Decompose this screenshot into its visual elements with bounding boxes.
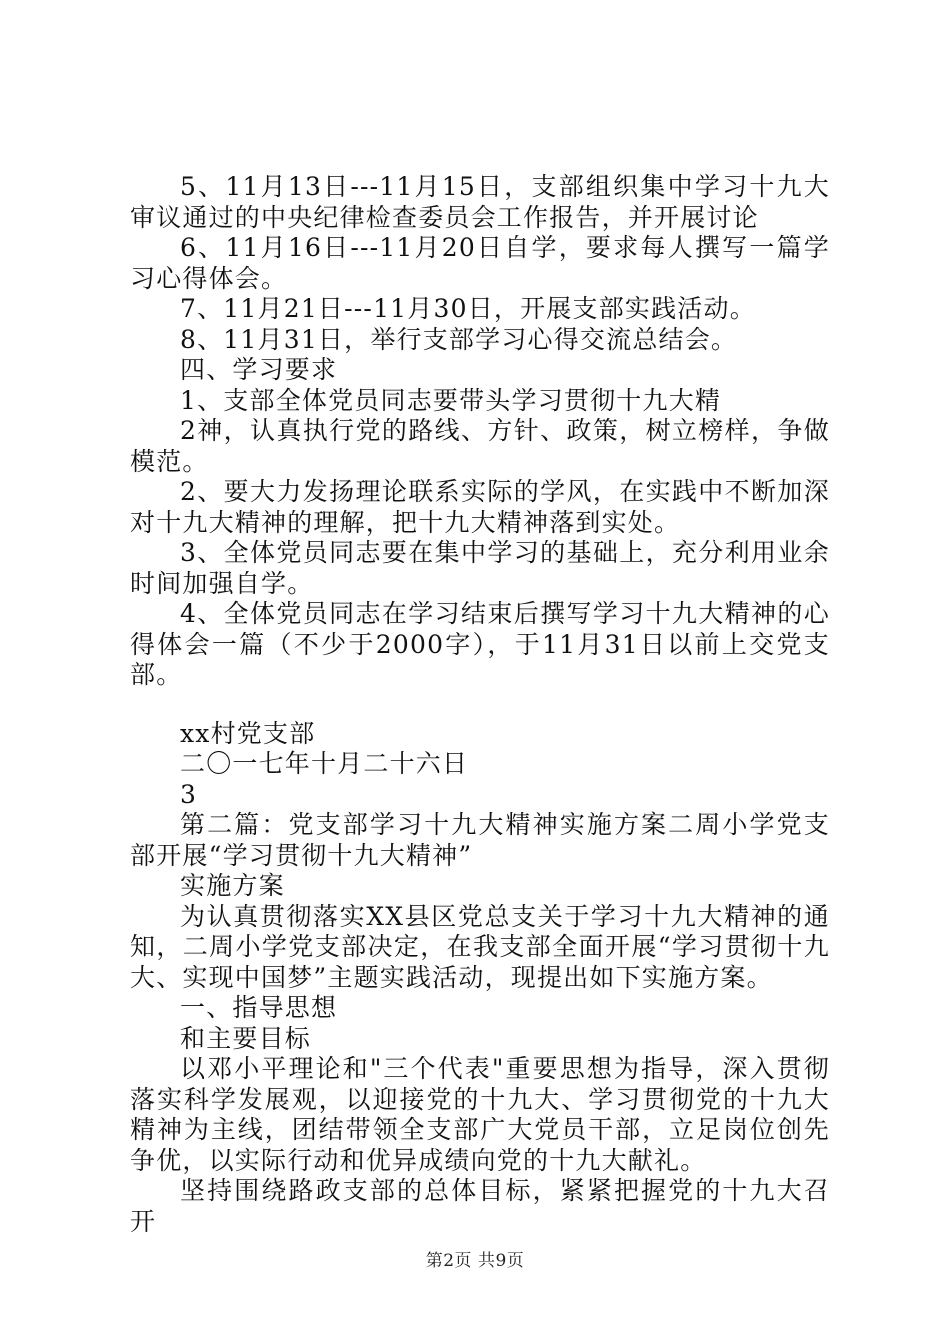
paragraph-item-6: 6、11月16日---11月20日自学，要求每人撰写一篇学习心得体会。 — [130, 233, 830, 293]
requirement-3: 3、全体党员同志要在集中学习的基础上，充分利用业余时间加强自学。 — [130, 538, 830, 598]
requirement-2: 2、要大力发扬理论联系实际的学风，在实践中不断加深对十九大精神的理解，把十九大精神落到实处。 — [130, 477, 830, 537]
second-article-title-cont: 实施方案 — [180, 871, 285, 900]
second-article-intro: 为认真贯彻落实XX县区党总支关于学习十九大精神的通知，二周小学党支部决定，在我支部全面开展“学习贯彻十九大、实现中国梦”主题实践活动，现提出如下实施方案。 — [130, 901, 830, 992]
signature-date: 二〇一七年十月二十六日 — [180, 749, 469, 778]
paragraph-item-5: 5、11月13日---11月15日，支部组织集中学习十九大审议通过的中央纪律检查委员会工作报告，并开展讨论 — [130, 172, 830, 232]
section1-paragraph-1: 以邓小平理论和"三个代表"重要思想为指导，深入贯彻落实科学发展观，以迎接党的十九大、学习贯彻党的十九大精神为主线，团结带领全支部广大党员干部，立足岗位创先争优，以实际行动和优异成绩向党的十九大献礼。 — [130, 1054, 830, 1175]
section-heading-requirements: 四、学习要求 — [180, 355, 338, 384]
paragraph-item-8: 8、11月31日，举行支部学习心得交流总结会。 — [180, 324, 738, 354]
second-article-title: 第二篇：党支部学习十九大精神实施方案二周小学党支部开展“学习贯彻十九大精神” — [130, 810, 830, 870]
section1-paragraph-2: 坚持围绕路政支部的总体目标，紧紧把握党的十九大召开 — [130, 1176, 830, 1236]
paragraph-item-7: 7、11月21日---11月30日，开展支部实践活动。 — [180, 294, 756, 323]
requirement-1-cont: 2神，认真执行党的路线、方针、政策，树立榜样，争做模范。 — [130, 416, 830, 476]
signature-org: xx村党支部 — [180, 718, 316, 748]
page-marker: 3 — [180, 779, 198, 809]
document-body — [130, 172, 830, 1237]
requirement-4: 4、全体党员同志在学习结束后撰写学习十九大精神的心得体会一篇（不少于2000字），于11月31日以前上交党支部。 — [130, 599, 830, 689]
requirement-1: 1、支部全体党员同志要带头学习贯彻十九大精 — [180, 385, 722, 415]
page-footer: 第2页 共9页 — [425, 1251, 525, 1271]
section1-heading: 一、指导思想 — [180, 993, 338, 1022]
section1-heading-cont: 和主要目标 — [180, 1023, 312, 1053]
